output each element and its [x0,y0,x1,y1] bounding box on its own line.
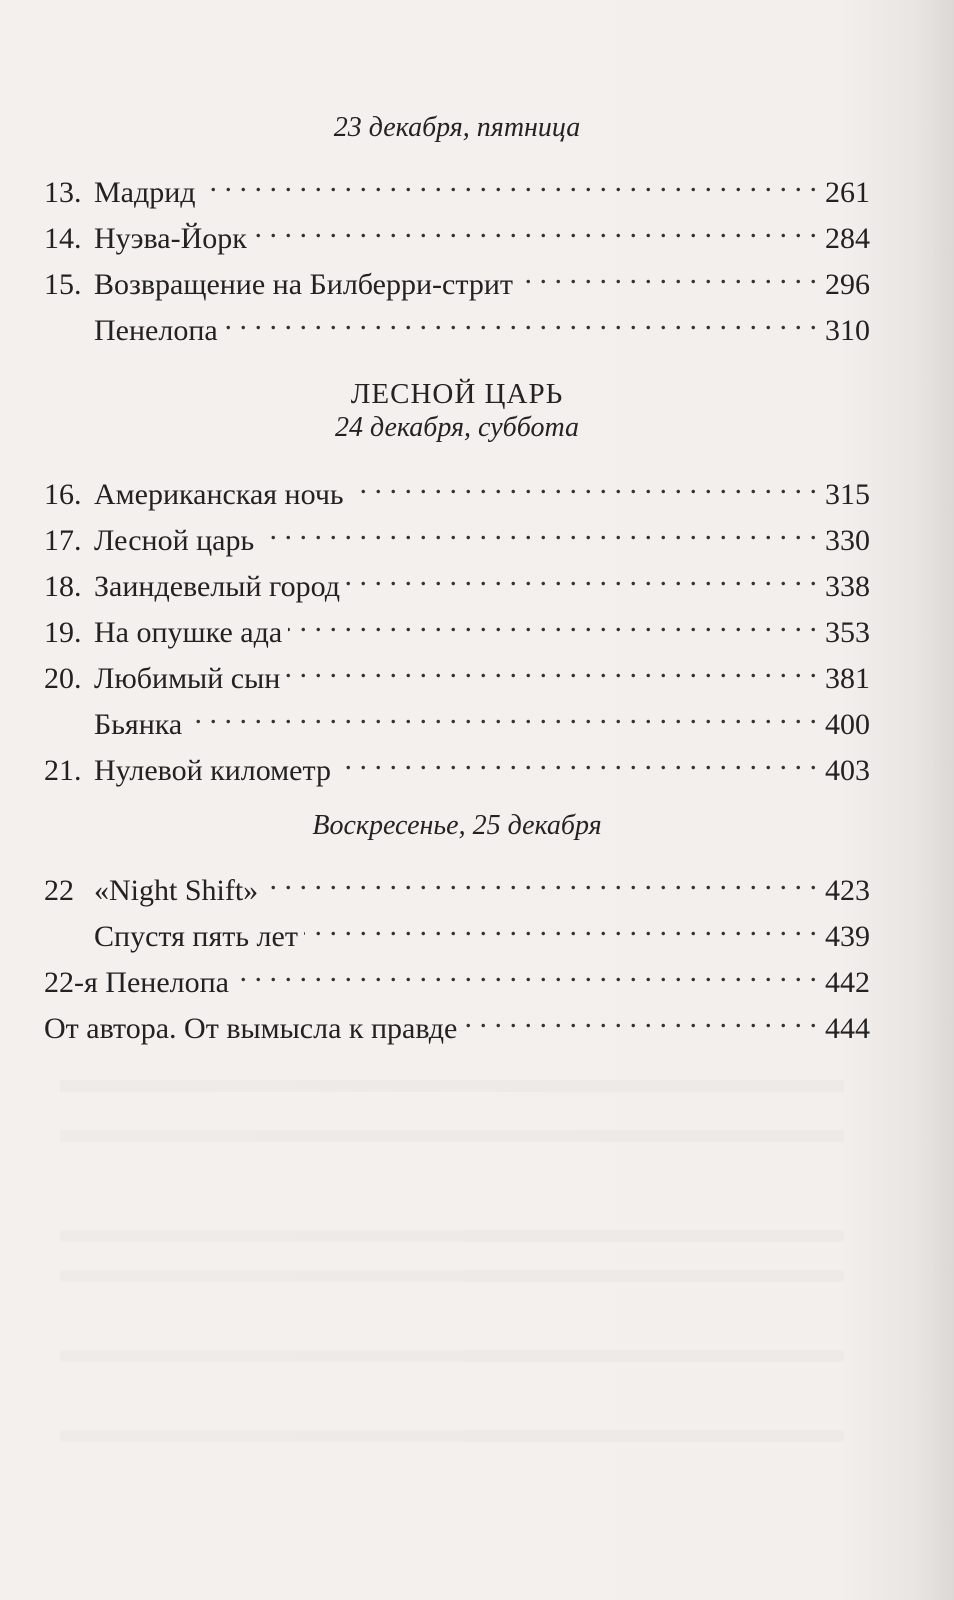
dot-leader [346,556,817,596]
show-through-line [60,1130,844,1142]
page-number: 444 [825,1012,870,1045]
chapter-number: 17. [44,524,82,557]
chapter-title: «Night Shift» [94,874,259,907]
chapter-number: 16. [44,478,82,511]
chapter-title: Нуэва-Йорк [94,222,247,255]
chapter-title: Нулевой километр [94,754,331,787]
page-number: 296 [825,268,870,301]
toc-entry[interactable] [44,860,870,907]
chapter-title: Мадрид [94,176,196,209]
chapter-title: Спустя пять лет [94,920,298,953]
page-number: 330 [825,524,870,557]
show-through-line [60,1270,844,1282]
chapter-title: Заиндевелый город [94,570,340,603]
chapter-title: От автора. От вымысла к правде [44,1012,458,1045]
chapter-title: Любимый сын [94,662,281,695]
section-date-heading: 23 декабря, пятница [333,112,581,143]
chapter-number: 20. [44,662,82,695]
chapter-title: Пенелопа [94,314,218,347]
chapter-number: 19. [44,616,82,649]
page-number: 284 [825,222,870,255]
toc-entry[interactable] [44,740,870,787]
page-number: 353 [825,616,870,649]
toc-entry[interactable] [44,648,870,695]
dot-leader [264,860,817,900]
chapter-number: 15. [44,268,82,301]
dot-leader [304,906,817,946]
dot-leader [188,694,817,734]
chapter-title: 22-я Пенелопа [44,966,229,999]
chapter-title: Лесной царь [94,524,255,557]
dot-leader [286,648,817,688]
show-through-line [60,1350,844,1362]
dot-leader [337,740,817,780]
toc-entry[interactable] [44,464,870,511]
dot-leader [235,952,817,992]
section-date-heading: Воскресенье, 25 декабря [312,810,602,841]
toc-entry[interactable] [44,952,870,999]
page-number: 310 [825,314,870,347]
page-number: 315 [825,478,870,511]
show-through-line [60,1230,844,1242]
show-through-line [60,1430,844,1442]
page-number: 423 [825,874,870,907]
toc-entry[interactable] [44,906,870,953]
chapter-title: Бьянка [94,708,183,741]
page-number: 400 [825,708,870,741]
dot-leader [260,510,817,550]
page-number: 403 [825,754,870,787]
page-number: 442 [825,966,870,999]
section-date-heading: 24 декабря, суббота [334,412,580,443]
page-number: 439 [825,920,870,953]
toc-entry[interactable] [44,300,870,347]
chapter-number: 18. [44,570,82,603]
chapter-title: Американская ночь [94,478,344,511]
toc-entry[interactable] [44,998,870,1045]
toc-entry[interactable] [44,208,870,255]
part-title-heading: ЛЕСНОЙ ЦАРЬ [350,378,564,410]
page-number: 381 [825,662,870,695]
dot-leader [253,208,817,248]
page-number: 261 [825,176,870,209]
chapter-number: 13. [44,176,82,209]
chapter-number: 21. [44,754,82,787]
toc-entry[interactable] [44,602,870,649]
chapter-title: Возвращение на Билберри-стрит [94,268,513,301]
chapter-number: 14. [44,222,82,255]
chapter-number: 22 [44,874,74,907]
toc-entry[interactable] [44,556,870,603]
page-number: 338 [825,570,870,603]
dot-leader [224,300,817,340]
dot-leader [519,254,817,294]
show-through-line [60,1080,844,1092]
toc-entry[interactable] [44,254,870,301]
toc-entry[interactable] [44,162,870,209]
chapter-title: На опушке ада [94,616,283,649]
dot-leader [288,602,817,642]
toc-entry[interactable] [44,510,870,557]
dot-leader [463,998,817,1038]
dot-leader [350,464,817,504]
toc-entry[interactable] [44,694,870,741]
dot-leader [202,162,817,202]
